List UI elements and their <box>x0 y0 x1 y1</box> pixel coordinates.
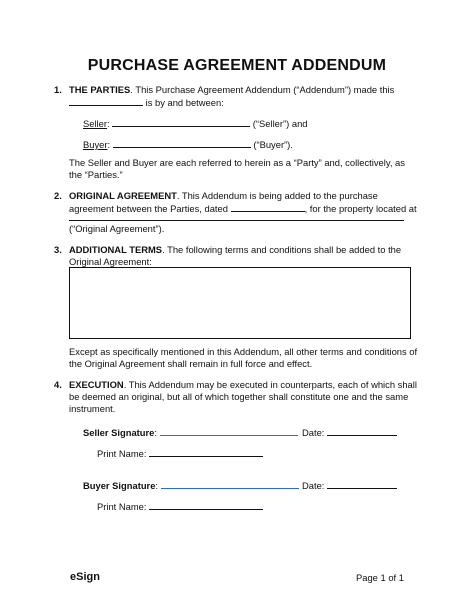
additional-terms-box[interactable] <box>69 267 411 339</box>
buyer-signature-label: Buyer Signature <box>83 480 156 491</box>
buyer-signature-line <box>83 479 299 492</box>
seller-signature-label: Seller Signature <box>83 427 155 438</box>
seller-date-field[interactable] <box>327 426 397 436</box>
buyer-date-line <box>302 479 397 492</box>
section-3-line-2: Original Agreement: <box>69 256 152 267</box>
seller-line <box>83 117 308 130</box>
seller-print-name-label: Print Name: <box>97 448 147 459</box>
date-blank[interactable] <box>69 96 143 106</box>
section-3-text-1: . The following terms and conditions shall be added to the <box>162 244 402 255</box>
section-4-line-1 <box>69 379 417 391</box>
seller-name-blank[interactable] <box>112 117 250 127</box>
property-address-blank[interactable] <box>69 211 404 221</box>
section-4-text-1: . This Addendum may be executed in counterparts, each of which shall <box>123 379 417 390</box>
section-2-text-2b: , for the property located at <box>304 203 417 214</box>
buyer-suffix: (“Buyer”). <box>253 139 293 150</box>
seller-signature-line <box>83 426 298 439</box>
seller-colon: : <box>106 118 110 129</box>
section-1-text-2: is by and between: <box>145 97 224 108</box>
buyer-print-name-line <box>97 500 263 513</box>
page-number: Page 1 of 1 <box>356 572 404 583</box>
section-4-line-2: be deemed an original, but all of which together shall constitute one and the same <box>69 391 409 402</box>
section-3-heading: ADDITIONAL TERMS <box>69 244 163 255</box>
seller-print-name-field[interactable] <box>149 447 263 457</box>
buyer-date-label: Date: <box>302 480 325 491</box>
section-1-line-1 <box>69 84 394 96</box>
seller-date-line <box>302 426 397 439</box>
document-title: PURCHASE AGREEMENT ADDENDUM <box>87 57 387 74</box>
section-4-heading: EXECUTION <box>69 379 124 390</box>
section-1-para-line-1: The Seller and Buyer are each referred to herein as a “Party” and, collectively, as <box>69 157 405 168</box>
section-3-para-line-1: Except as specifically mentioned in this Addendum, all other terms and conditions of <box>69 346 418 357</box>
section-2-text-1: . This Addendum is being added to the purchase <box>176 190 378 201</box>
buyer-name-blank[interactable] <box>113 138 251 148</box>
seller-signature-colon: : <box>154 427 157 438</box>
section-1-line-2 <box>69 96 224 109</box>
buyer-signature-field[interactable] <box>161 479 299 489</box>
section-1-text-1: . This Purchase Agreement Addendum (“Addendum”) made this <box>130 84 395 95</box>
buyer-label: Buyer <box>83 139 108 150</box>
seller-signature-field[interactable] <box>160 426 298 436</box>
section-3-para-line-2: the Original Agreement shall remain in full force and effect. <box>69 358 313 369</box>
seller-print-name-line <box>97 447 263 460</box>
seller-suffix: (“Seller”) and <box>252 118 308 129</box>
section-3-number: 3. <box>54 244 62 255</box>
buyer-colon: : <box>107 139 111 150</box>
buyer-signature-colon: : <box>155 480 159 491</box>
section-1-number: 1. <box>54 84 62 95</box>
buyer-line <box>83 138 293 151</box>
seller-date-label: Date: <box>302 427 325 438</box>
section-1-para-line-2: the “Parties.” <box>69 169 123 180</box>
section-2-text-2a: agreement between the Parties, dated <box>69 203 228 214</box>
section-1-heading: THE PARTIES <box>69 84 131 95</box>
section-2-line-3: (“Original Agreement”). <box>69 223 165 234</box>
buyer-print-name-field[interactable] <box>149 500 263 510</box>
esign-logo: eSign <box>70 571 100 583</box>
seller-label: Seller <box>83 118 107 129</box>
section-2-heading: ORIGINAL AGREEMENT <box>69 190 177 201</box>
section-2-line-1 <box>69 190 378 202</box>
buyer-date-field[interactable] <box>327 479 397 489</box>
section-4-number: 4. <box>54 379 62 390</box>
section-4-line-3: instrument. <box>69 403 116 414</box>
buyer-print-name-label: Print Name: <box>97 501 147 512</box>
section-2-number: 2. <box>54 190 62 201</box>
section-3-line-1 <box>69 244 401 256</box>
